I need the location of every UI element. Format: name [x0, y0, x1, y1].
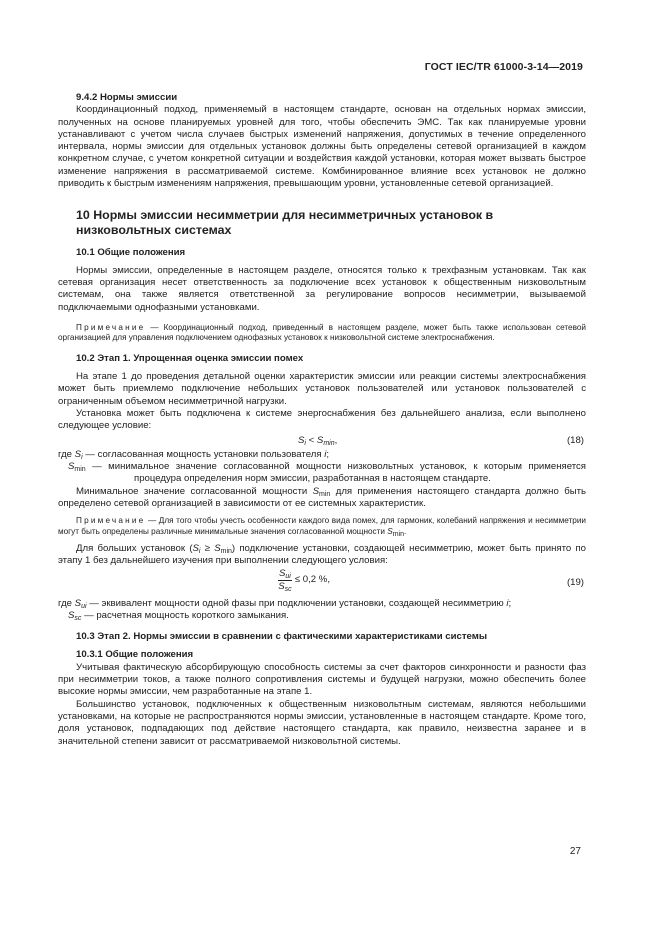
note-label: Примечание [76, 516, 146, 526]
standard-header: ГОСТ IEC/TR 61000-3-14—2019 [424, 61, 583, 73]
paragraph: Учитывая фактическую абсорбирующую способность системы за счет факторов синхронности и разности фаз при несимметрии токов, а также полного сопротивления системы и будущей нагрузки, можно обеспечить более высокие нормы эмиссии, чем разработанные на этапе 1. [58, 661, 586, 698]
definition-smin: $S_{min}$ — минимальное значение согласованной мощности низковольтных установок, к которым применяется процедура определения норм эмиссии, разработанная в настоящем стандарте. [68, 460, 586, 485]
paragraph: Большинство установок, подключенных к общественным низковольтным системам, являются небольшими установками, на которые не распространяются нормы эмиссии, установленные в настоящем стандарте. Кроме того, доля установок, подпадающих под действие настоящего стандарта, как правило, неизвестна заранее и в значительной степени зависит от рассматриваемой низковольтной системы. [58, 698, 586, 747]
note [58, 323, 586, 344]
note-label: Примечание [76, 323, 146, 333]
section-heading-10: 10 Нормы эмиссии несимметрии для несимметричных установок в низковольтных системах [76, 208, 494, 237]
section-heading-10-3-1: 10.3.1 Общие положения [76, 649, 194, 661]
formula-19 [58, 568, 586, 598]
section-heading-10-3: 10.3 Этап 2. Нормы эмиссии в сравнении с фактическими характеристиками системы [76, 631, 488, 643]
formula-expression: $S_i < S_{min}$, [298, 434, 338, 447]
section-heading-10-1: 10.1 Общие положения [76, 246, 186, 258]
paragraph: На этапе 1 до проведения детальной оценки характеристик эмиссии или реакции системы электроснабжения может быть приемлемо подключение небольших установок пользователей или установок пользователей с ограниченным объемом несимметричной нагрузки. [58, 371, 586, 407]
formula-18 [58, 433, 586, 449]
formula-number: (18) [566, 434, 584, 446]
page-content [58, 92, 586, 748]
section-heading-10-2: 10.2 Этап 1. Упрощенная оценка эмиссии помех [76, 352, 304, 364]
note: Примечание — Для того чтобы учесть особенности каждого вида помех, для гармоник, колебаний напряжения и несимметрии могут быть определены различные минимальные значения согласованной мощности $S_{min}$. [58, 516, 586, 538]
definition-si: где $S_i$ — согласованная мощность установки пользователя i; [58, 448, 329, 461]
definition-sui: где $S_{ui}$ — эквивалент мощности одной фазы при подключении установки, создающей несимметрию i; [58, 597, 512, 610]
paragraph: Установка может быть подключена к системе энергоснабжения без дальнейшего анализа, если выполнено следующее условие: [58, 408, 586, 432]
formula-number: (19) [566, 576, 584, 588]
paragraph: Для больших установок $(S_i \ge S_{min})$ подключение установки, создающей несимметрию, может быть принято по этапу 1 без дальнейшего изучения при выполнении следующего условия: [58, 542, 586, 567]
definition-ssc: $S_{sc}$ — расчетная мощность короткого замыкания. [68, 609, 289, 622]
note-text: — Координационный подход, приведенный в настоящем разделе, может быть также использован сетевой организацией для управления подключением однофазных установок к низковольтной системе электроснабжения. [58, 323, 586, 343]
formula-expression: $S_{ui}$ $S_{sc}$ ≤ 0,2 %, [278, 567, 330, 593]
section-heading-9-4-2: 9.4.2 Нормы эмиссии [76, 92, 178, 103]
paragraph: Координационный подход, применяемый в настоящем стандарте, основан на отдельных нормах эмиссии, полученных на основе планируемых уровней для того, чтобы обеспечить ЭМС. Так как планируемые уровни устанавливают с учетом числа случаев быстрых изменений напряжения, допустимых в течение определенного интервала, нормы эмиссии для отдельных установок должны быть определены сетевой организацией в каждом конкретном случае, с учетом конкретной ситуации и воздействия каждой установки, которая может вызвать быстрое изменение напряжения в рассматриваемой системе. Комбинированное влияние всех установок не должно приводить к быстрым изменениям напряжения, превышающим уровни, установленные сетевой организацией. [58, 104, 586, 190]
page-number: 27 [569, 846, 581, 857]
paragraph: Минимальное значение согласованной мощности $S_{min}$ для применения настоящего стандарта должно быть определено сетевой организацией в зависимости от ее системных характеристик. [58, 485, 587, 509]
paragraph: Нормы эмиссии, определенные в настоящем разделе, относятся только к трехфазным установкам. Так как сетевая организация несет ответственность за подключение всех установок к общественным низковольтным системам, она также является ответственной за регулирование вопросов несимметрии, вызываемой подключаемыми однофазными установками. [58, 264, 586, 313]
